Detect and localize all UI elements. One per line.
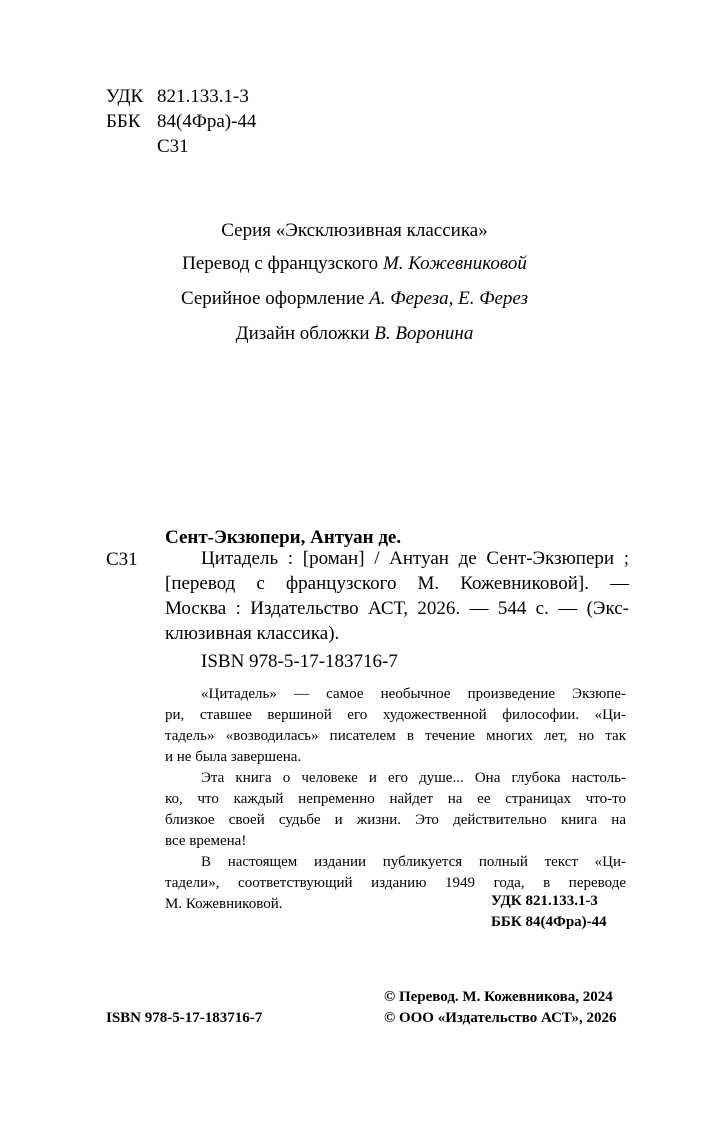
annotation-line: ри, ставшее вершиной его художественной философии. «Ци- <box>165 707 626 723</box>
author-heading: Сент-Экзюпери, Антуан де. <box>165 527 402 548</box>
annotation-line: и не была завершена. <box>165 749 302 765</box>
cover-designer: В. Воронина <box>374 323 474 344</box>
description-line: [перевод с французского М. Кожевниковой]. — <box>165 573 629 594</box>
copyright-publisher: © ООО «Издательство АСТ», 2026 <box>384 1010 617 1026</box>
bbk-value: 84(4Фра)-44 <box>157 111 257 132</box>
annotation-line: Эта книга о человеке и его душе... Она глубока настоль- <box>201 770 626 786</box>
annotation-line: тадель» «возводилась» писателем в течение многих лет, но так <box>165 728 626 744</box>
bibliographic-description <box>165 546 629 646</box>
annotation-line: ко, что каждый непременно найдет на ее страницах что-то <box>165 791 626 807</box>
footer-isbn: ISBN 978-5-17-183716-7 <box>106 1010 263 1026</box>
cover-design-prefix: Дизайн обложки <box>235 323 370 344</box>
udk-value: 821.133.1-3 <box>157 86 249 107</box>
copyright-translation: © Перевод. М. Кожевникова, 2024 <box>384 989 613 1005</box>
translator-name: М. Кожевниковой <box>382 253 527 274</box>
translation-prefix: Перевод с французского <box>182 253 379 274</box>
description-line: Цитадель : [роман] / Антуан де Сент-Экзюпери ; <box>201 548 629 569</box>
author-mark: С31 <box>157 136 189 157</box>
annotation-line: тадели», соответствующий изданию 1949 года, в переводе <box>165 875 626 891</box>
udk-label: УДК <box>106 86 144 107</box>
annotation-line: В настоящем издании публикуется полный текст «Ци- <box>201 854 626 870</box>
footer-udk: УДК 821.133.1-3 <box>491 893 598 909</box>
serial-design-prefix: Серийное оформление <box>180 288 365 309</box>
translation-line <box>0 253 709 275</box>
description-line: Москва : Издательство АСТ, 2026. — 544 с. — (Экс- <box>165 598 629 619</box>
footer-bbk: ББК 84(4Фра)-44 <box>491 914 607 930</box>
record-author-mark: С31 <box>106 549 138 570</box>
annotation-line: М. Кожевниковой. <box>165 896 283 912</box>
series-line: Серия «Эксклюзивная классика» <box>221 220 488 241</box>
annotation-line: близкое своей судьбе и жизни. Это действительно книга на <box>165 812 626 828</box>
serial-design-line <box>0 288 709 310</box>
record-isbn: ISBN 978-5-17-183716-7 <box>201 651 398 672</box>
bbk-label: ББК <box>106 111 141 132</box>
classification-block <box>106 84 306 159</box>
annotation-line: все времена! <box>165 833 247 849</box>
annotation-line: «Цитадель» — самое необычное произведение Экзюпе- <box>201 686 626 702</box>
description-line: клюзивная классика). <box>165 623 340 644</box>
cover-design-line <box>0 323 709 345</box>
serial-designers: А. Фереза, Е. Ферез <box>369 288 529 309</box>
annotation <box>165 684 626 915</box>
